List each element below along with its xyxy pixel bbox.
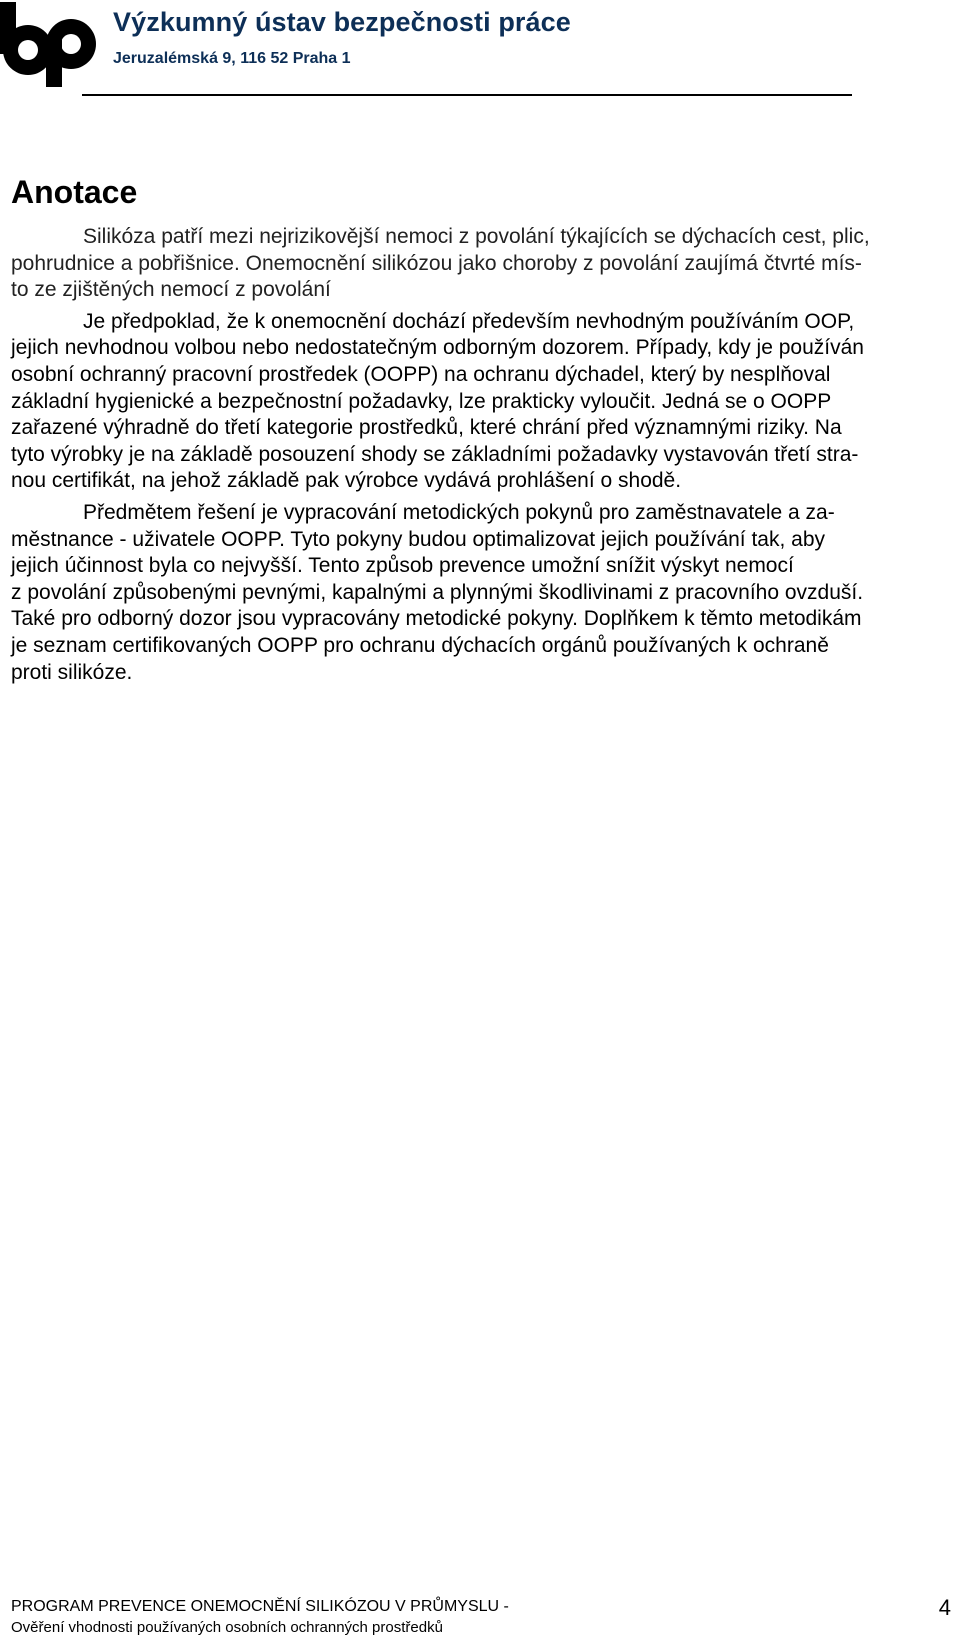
text-line: Předmětem řešení je vypracování metodických pokynů pro zaměstnavatele a za- bbox=[83, 500, 835, 524]
paragraph-1 bbox=[11, 224, 959, 304]
page-number: 4 bbox=[938, 1595, 951, 1620]
text-line: Je předpoklad, že k onemocnění dochází především nevhodným používáním OOP, bbox=[83, 309, 855, 333]
document-header bbox=[0, 0, 960, 100]
text-line: tyto výrobky je na základě posouzení shody se základními požadavky vystavován třetí stra- bbox=[11, 442, 859, 466]
text-line: to ze zjištěných nemocí z povolání bbox=[11, 278, 331, 302]
annotation-body bbox=[11, 224, 959, 686]
text-line: Silikóza patří mezi nejrizikovější nemoci z povolání týkajících se dýchacích cest, plic, bbox=[83, 225, 870, 248]
text-line: jejich nevhodnou volbou nebo nedostatečným odborným dozorem. Případy, kdy je používán bbox=[11, 336, 864, 360]
text-line: městnance - uživatele OOPP. Tyto pokyny budou optimalizovat jejich používání tak, aby bbox=[11, 527, 826, 551]
text-line: je seznam certifikovaných OOPP pro ochranu dýchacích orgánů používaných k ochraně bbox=[11, 633, 829, 657]
footer-program-title: PROGRAM PREVENCE ONEMOCNĚNÍ SILIKÓZOU V PRŮMYSLU - bbox=[11, 1598, 509, 1615]
organization-name: Výzkumný ústav bezpečnosti práce bbox=[113, 7, 571, 37]
text-line: základní hygienické a bezpečnostní požadavky, lze prakticky vyloučit. Jedná se o OOPP bbox=[11, 389, 832, 413]
text-line: Také pro odborný dozor jsou vypracovány metodické pokyny. Doplňkem k těmto metodikám bbox=[11, 607, 862, 631]
text-line: z povolání způsobenými pevnými, kapalnými a plynnými škodlivinami z pracovního ovzduší. bbox=[11, 580, 864, 604]
header-divider bbox=[82, 94, 852, 96]
organization-address: Jeruzalémská 9, 116 52 Praha 1 bbox=[113, 50, 351, 67]
text-line: nou certifikát, na jehož základě pak výrobce vydává prohlášení o shodě. bbox=[11, 469, 682, 493]
paragraph-3 bbox=[11, 500, 959, 686]
text-line: proti silikóze. bbox=[11, 660, 133, 684]
text-line: jejich účinnost byla co nejvyšší. Tento způsob prevence umožní snížit výskyt nemocí bbox=[11, 554, 794, 578]
text-line: osobní ochranný pracovní prostředek (OOPP) na ochranu dýchadel, který by nesplňoval bbox=[11, 362, 831, 386]
section-title: Anotace bbox=[11, 174, 138, 210]
footer-program-subtitle: Ověření vhodnosti používaných osobních ochranných prostředků bbox=[11, 1619, 443, 1636]
text-line: pohrudnice a pobřišnice. Onemocnění silikózou jako choroby z povolání zaujímá čtvrté mís- bbox=[11, 251, 862, 275]
text-line: zařazené výhradně do třetí kategorie prostředků, které chrání před významnými riziky. Na bbox=[11, 416, 842, 440]
vubp-logo bbox=[0, 0, 100, 90]
paragraph-2 bbox=[11, 309, 959, 495]
